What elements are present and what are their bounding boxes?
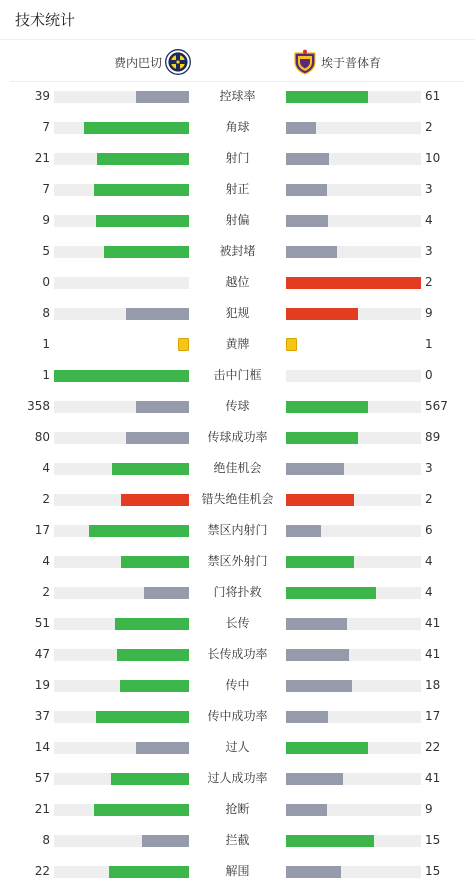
home-stat-bar-fill bbox=[89, 525, 189, 537]
stat-row bbox=[0, 701, 475, 732]
home-stat-bar-fill bbox=[54, 370, 189, 382]
stat-row bbox=[0, 81, 475, 112]
stat-row bbox=[0, 143, 475, 174]
stat-row bbox=[0, 577, 475, 608]
away-stat-value: 6 bbox=[425, 523, 433, 537]
stat-row bbox=[0, 236, 475, 267]
stat-label: 犯规 bbox=[225, 306, 250, 320]
stat-row bbox=[0, 484, 475, 515]
away-stat-bar-fill bbox=[286, 401, 368, 413]
home-stat-value: 57 bbox=[34, 771, 50, 785]
stat-label: 射正 bbox=[225, 182, 250, 196]
away-stat-value: 2 bbox=[425, 120, 433, 134]
home-stat-bar-fill bbox=[84, 122, 189, 134]
away-stat-value: 2 bbox=[425, 492, 433, 506]
stat-row bbox=[0, 329, 475, 360]
away-team-name: 埃于普体育 bbox=[321, 55, 382, 70]
away-stat-bar-fill bbox=[286, 277, 421, 289]
away-yellow-card-icon bbox=[286, 338, 297, 351]
away-stat-value: 3 bbox=[425, 244, 433, 258]
home-stat-value: 22 bbox=[34, 864, 50, 878]
home-yellow-card-icon bbox=[178, 338, 189, 351]
home-stat-value: 4 bbox=[42, 461, 50, 475]
away-stat-bar bbox=[286, 680, 421, 692]
away-stat-bar bbox=[286, 494, 421, 506]
home-stat-value: 8 bbox=[42, 306, 50, 320]
stat-row bbox=[0, 298, 475, 329]
home-stat-bar bbox=[54, 680, 189, 692]
home-stat-bar-fill bbox=[121, 556, 189, 568]
stat-row bbox=[0, 422, 475, 453]
away-stat-bar-fill bbox=[286, 556, 354, 568]
home-team-name: 费内巴切 bbox=[114, 55, 163, 70]
away-stat-bar bbox=[286, 711, 421, 723]
home-stat-bar bbox=[54, 184, 189, 196]
away-stat-bar bbox=[286, 215, 421, 227]
stat-label: 射门 bbox=[225, 151, 250, 165]
home-stat-value: 5 bbox=[42, 244, 50, 258]
stat-label: 错失绝佳机会 bbox=[201, 492, 274, 506]
stat-row bbox=[0, 112, 475, 143]
home-stat-bar bbox=[54, 866, 189, 878]
home-stat-value: 14 bbox=[34, 740, 50, 754]
away-stat-value: 3 bbox=[425, 461, 433, 475]
away-stat-bar bbox=[286, 835, 421, 847]
home-stat-bar-fill bbox=[144, 587, 189, 599]
home-stat-bar-fill bbox=[126, 308, 189, 320]
home-stat-bar bbox=[54, 525, 189, 537]
home-stat-bar-fill bbox=[115, 618, 189, 630]
stat-row bbox=[0, 174, 475, 205]
home-stat-value: 2 bbox=[42, 585, 50, 599]
away-stat-bar bbox=[286, 463, 421, 475]
home-stat-bar bbox=[54, 618, 189, 630]
stat-label: 长传成功率 bbox=[207, 647, 268, 661]
away-stat-value: 0 bbox=[425, 368, 433, 382]
home-stat-bar bbox=[54, 401, 189, 413]
away-stat-value: 18 bbox=[425, 678, 441, 692]
home-stat-value: 1 bbox=[42, 337, 50, 351]
away-stat-bar bbox=[286, 804, 421, 816]
away-stat-value: 3 bbox=[425, 182, 433, 196]
stat-label: 门将扑救 bbox=[213, 585, 262, 599]
away-stat-bar bbox=[286, 556, 421, 568]
away-stat-bar-fill bbox=[286, 463, 344, 475]
home-stat-bar-fill bbox=[136, 401, 189, 413]
home-stat-value: 17 bbox=[34, 523, 50, 537]
stat-label: 射偏 bbox=[225, 213, 250, 227]
home-stat-bar bbox=[54, 277, 189, 289]
away-stat-bar bbox=[286, 866, 421, 878]
stat-label: 传中成功率 bbox=[207, 709, 268, 723]
away-stat-bar-fill bbox=[286, 122, 316, 134]
away-stat-bar-fill bbox=[286, 184, 327, 196]
home-stat-bar-fill bbox=[126, 432, 189, 444]
away-stat-bar bbox=[286, 184, 421, 196]
away-stat-bar-fill bbox=[286, 804, 327, 816]
home-stat-value: 2 bbox=[42, 492, 50, 506]
home-stat-bar-fill bbox=[96, 215, 189, 227]
stat-row bbox=[0, 205, 475, 236]
away-stat-bar bbox=[286, 122, 421, 134]
away-stat-value: 9 bbox=[425, 802, 433, 816]
home-stat-value: 9 bbox=[42, 213, 50, 227]
home-stat-value: 19 bbox=[34, 678, 50, 692]
home-stat-bar-fill bbox=[136, 742, 189, 754]
stat-label: 过人 bbox=[225, 740, 250, 754]
away-stat-value: 4 bbox=[425, 585, 433, 599]
away-stat-value: 41 bbox=[425, 647, 441, 661]
home-stat-bar bbox=[54, 711, 189, 723]
away-stat-value: 10 bbox=[425, 151, 441, 165]
stat-row bbox=[0, 825, 475, 856]
home-stat-value: 1 bbox=[42, 368, 50, 382]
home-stat-bar bbox=[54, 835, 189, 847]
fenerbahce-crest-icon bbox=[165, 49, 191, 75]
home-stat-bar-fill bbox=[117, 649, 189, 661]
stat-row bbox=[0, 856, 475, 887]
away-stat-bar-fill bbox=[286, 494, 354, 506]
away-stat-bar bbox=[286, 773, 421, 785]
home-stat-bar bbox=[54, 153, 189, 165]
stat-label: 越位 bbox=[225, 275, 250, 289]
stat-label: 角球 bbox=[225, 120, 250, 134]
home-stat-value: 37 bbox=[34, 709, 50, 723]
home-stat-bar bbox=[54, 773, 189, 785]
home-stat-value: 47 bbox=[34, 647, 50, 661]
home-stat-bar-fill bbox=[96, 711, 189, 723]
away-team[interactable] bbox=[292, 49, 381, 75]
stat-label: 传中 bbox=[225, 678, 250, 692]
away-stat-value: 4 bbox=[425, 213, 433, 227]
home-stat-value: 358 bbox=[27, 399, 50, 413]
away-stat-value: 17 bbox=[425, 709, 441, 723]
away-stat-bar bbox=[286, 525, 421, 537]
home-stat-bar bbox=[54, 246, 189, 258]
away-stat-bar-fill bbox=[286, 525, 321, 537]
away-stat-value: 41 bbox=[425, 616, 441, 630]
home-stat-bar-fill bbox=[97, 153, 189, 165]
away-stat-value: 1 bbox=[425, 337, 433, 351]
stat-row bbox=[0, 670, 475, 701]
away-stat-bar bbox=[286, 649, 421, 661]
home-stat-bar-fill bbox=[120, 680, 189, 692]
away-stat-bar bbox=[286, 587, 421, 599]
away-stat-bar bbox=[286, 370, 421, 382]
stat-row bbox=[0, 732, 475, 763]
away-stat-value: 567 bbox=[425, 399, 448, 413]
away-stat-bar bbox=[286, 401, 421, 413]
away-stat-value: 41 bbox=[425, 771, 441, 785]
home-stat-bar bbox=[54, 556, 189, 568]
stat-label: 过人成功率 bbox=[207, 771, 268, 785]
home-stat-bar-fill bbox=[94, 184, 189, 196]
home-stat-bar-fill bbox=[111, 773, 189, 785]
away-stat-bar-fill bbox=[286, 649, 349, 661]
away-stat-value: 9 bbox=[425, 306, 433, 320]
away-stat-bar bbox=[286, 308, 421, 320]
away-stat-bar-fill bbox=[286, 587, 376, 599]
away-stat-bar-fill bbox=[286, 153, 329, 165]
stat-row bbox=[0, 453, 475, 484]
stat-label: 控球率 bbox=[219, 89, 256, 103]
home-stat-bar bbox=[54, 649, 189, 661]
home-stat-bar-fill bbox=[121, 494, 189, 506]
stat-label: 传球成功率 bbox=[207, 430, 268, 444]
away-stat-value: 61 bbox=[425, 89, 441, 103]
away-stat-value: 15 bbox=[425, 864, 441, 878]
stat-label: 抢断 bbox=[225, 802, 250, 816]
stat-row bbox=[0, 391, 475, 422]
away-stat-bar-fill bbox=[286, 866, 341, 878]
home-stat-value: 7 bbox=[42, 182, 50, 196]
away-stat-value: 4 bbox=[425, 554, 433, 568]
home-stat-bar-fill bbox=[112, 463, 189, 475]
away-stat-bar bbox=[286, 618, 421, 630]
away-stat-bar-fill bbox=[286, 308, 358, 320]
eyupspor-crest-icon bbox=[292, 49, 318, 75]
away-stat-bar-fill bbox=[286, 680, 352, 692]
home-stat-value: 4 bbox=[42, 554, 50, 568]
stats-list bbox=[0, 81, 475, 887]
teams-row bbox=[10, 41, 465, 82]
home-stat-value: 51 bbox=[34, 616, 50, 630]
home-stat-bar-fill bbox=[142, 835, 189, 847]
home-stat-bar bbox=[54, 463, 189, 475]
stat-row bbox=[0, 608, 475, 639]
home-stat-bar-fill bbox=[94, 804, 189, 816]
stat-label: 黄牌 bbox=[225, 337, 250, 351]
home-stat-value: 39 bbox=[34, 89, 50, 103]
away-stat-bar-fill bbox=[286, 215, 328, 227]
stat-label: 被封堵 bbox=[219, 244, 256, 258]
home-stat-bar-fill bbox=[109, 866, 189, 878]
stat-label: 传球 bbox=[225, 399, 250, 413]
home-stat-bar bbox=[54, 215, 189, 227]
home-stat-value: 80 bbox=[34, 430, 50, 444]
away-stat-bar bbox=[286, 277, 421, 289]
away-stat-bar-fill bbox=[286, 835, 374, 847]
stat-row bbox=[0, 267, 475, 298]
away-stat-value: 2 bbox=[425, 275, 433, 289]
home-stat-bar bbox=[54, 122, 189, 134]
home-stat-bar bbox=[54, 370, 189, 382]
away-stat-bar-fill bbox=[286, 773, 343, 785]
home-stat-value: 21 bbox=[34, 151, 50, 165]
home-stat-value: 7 bbox=[42, 120, 50, 134]
home-stat-bar-fill bbox=[104, 246, 189, 258]
away-stat-bar-fill bbox=[286, 711, 328, 723]
away-stat-value: 22 bbox=[425, 740, 441, 754]
home-stat-bar bbox=[54, 432, 189, 444]
page-header bbox=[0, 0, 475, 40]
away-stat-bar-fill bbox=[286, 91, 368, 103]
home-stat-value: 0 bbox=[42, 275, 50, 289]
stat-label: 绝佳机会 bbox=[213, 461, 262, 475]
home-stat-bar bbox=[54, 91, 189, 103]
away-stat-bar-fill bbox=[286, 432, 358, 444]
away-stat-value: 89 bbox=[425, 430, 441, 444]
stat-row bbox=[0, 639, 475, 670]
home-stat-value: 8 bbox=[42, 833, 50, 847]
away-stat-bar bbox=[286, 246, 421, 258]
stat-label: 击中门框 bbox=[213, 368, 262, 382]
stat-label: 拦截 bbox=[225, 833, 250, 847]
away-stat-value: 15 bbox=[425, 833, 441, 847]
away-stat-bar bbox=[286, 91, 421, 103]
page-title: 技术统计 bbox=[15, 11, 76, 29]
away-stat-bar bbox=[286, 742, 421, 754]
stat-label: 禁区内射门 bbox=[207, 523, 268, 537]
stat-row bbox=[0, 360, 475, 391]
home-stat-bar-fill bbox=[136, 91, 189, 103]
stat-label: 禁区外射门 bbox=[207, 554, 268, 568]
home-team[interactable] bbox=[114, 49, 191, 75]
stat-row bbox=[0, 794, 475, 825]
away-stat-bar-fill bbox=[286, 246, 337, 258]
home-stat-value: 21 bbox=[34, 802, 50, 816]
away-stat-bar-fill bbox=[286, 618, 347, 630]
away-stat-bar-fill bbox=[286, 742, 368, 754]
away-stat-bar bbox=[286, 153, 421, 165]
stat-row bbox=[0, 515, 475, 546]
stat-row bbox=[0, 763, 475, 794]
stat-row bbox=[0, 546, 475, 577]
home-stat-bar bbox=[54, 804, 189, 816]
home-stat-bar bbox=[54, 587, 189, 599]
stat-label: 长传 bbox=[225, 616, 250, 630]
home-stat-bar bbox=[54, 308, 189, 320]
stat-label: 解围 bbox=[225, 864, 250, 878]
home-stat-bar bbox=[54, 494, 189, 506]
home-stat-bar bbox=[54, 742, 189, 754]
away-stat-bar bbox=[286, 432, 421, 444]
